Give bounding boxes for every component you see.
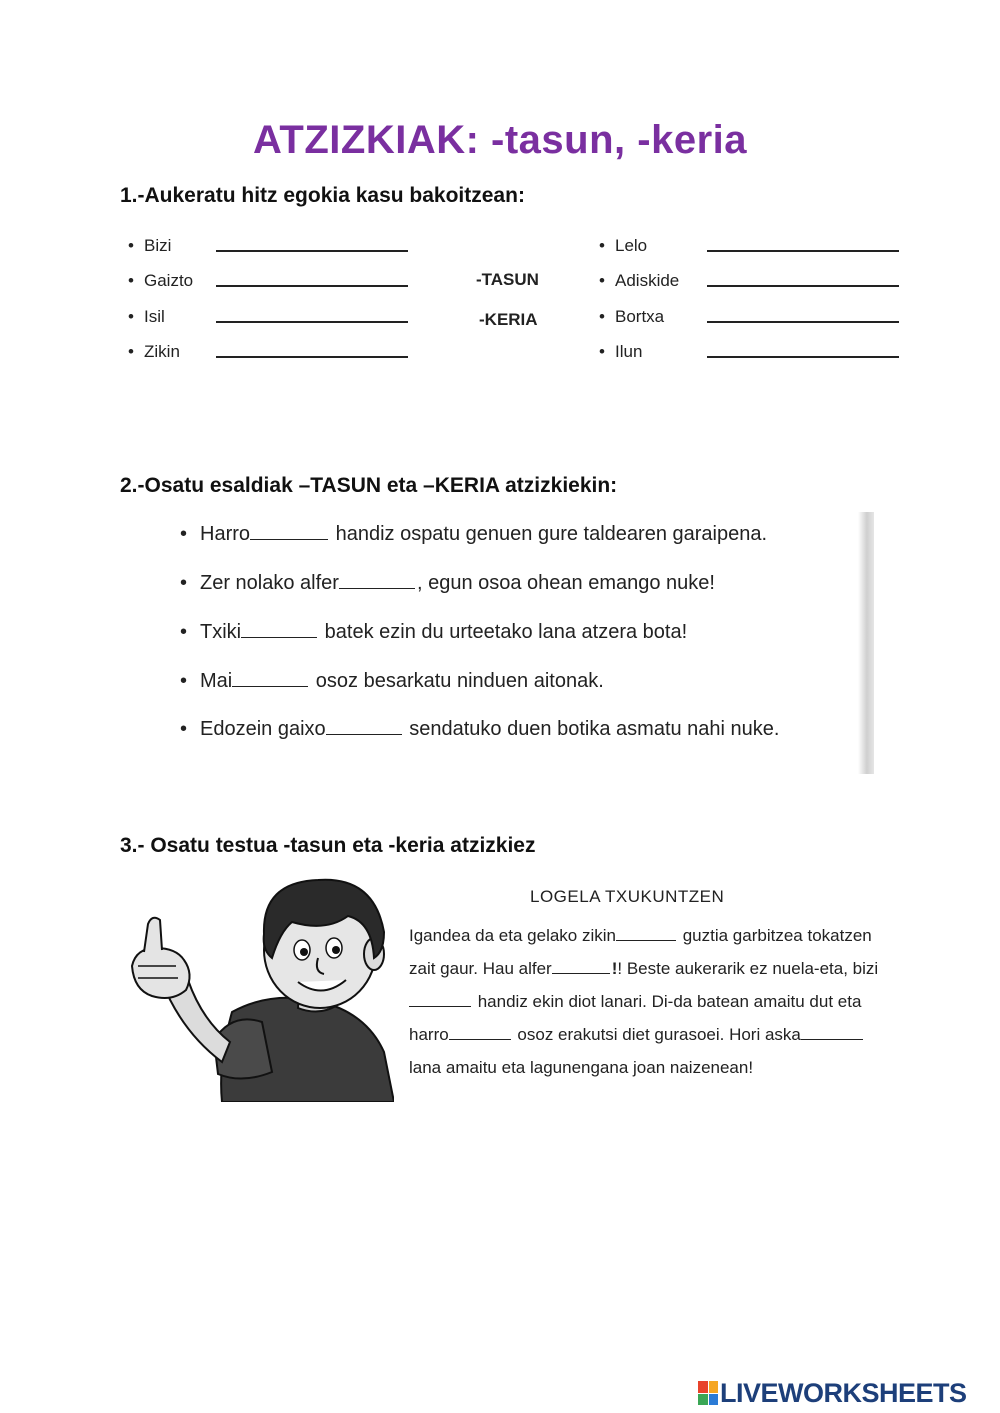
paragraph-line: lana amaitu eta lagunengana joan naizenean! <box>409 1058 754 1077</box>
text-blank[interactable] <box>409 1006 471 1007</box>
word-item-adiskide: • Adiskide <box>599 271 680 290</box>
sentence-item: • Harro handiz ospatu genuen gure taldearen garaipena. <box>180 523 768 545</box>
text-blank[interactable] <box>801 1039 863 1040</box>
sentence-item: • Zer nolako alfer , egun osoa ohean emango nuke! <box>180 572 715 594</box>
text-blank[interactable] <box>616 940 676 941</box>
suffix-keria: -KERIA <box>479 310 538 329</box>
sentence-item: • Edozein gaixo sendatuko duen botika asmatu nahi nuke. <box>180 718 780 740</box>
word-item-gaizto: • Gaizto <box>128 271 194 290</box>
sentence-item: • Mai osoz besarkatu ninduen aitonak. <box>180 670 604 692</box>
sentence-blank[interactable] <box>232 686 308 687</box>
text-title: LOGELA TXUKUNTZEN <box>530 887 725 906</box>
answer-line-lelo[interactable] <box>707 250 899 252</box>
logo-text: LIVEWORKSHEETS <box>720 1377 967 1408</box>
answer-line-bortxa[interactable] <box>707 321 899 323</box>
answer-line-ilun[interactable] <box>707 356 899 358</box>
suffix-tasun: -TASUN <box>476 270 539 289</box>
sentence-item: • Txiki batek ezin du urteetako lana atzera bota! <box>180 621 688 643</box>
page-edge-shadow <box>858 512 874 774</box>
text-blank[interactable] <box>449 1039 511 1040</box>
word-item-ilun: • Ilun <box>599 342 643 361</box>
logo-mark-icon <box>698 1381 718 1405</box>
section3-heading: 3.- Osatu testua -tasun eta -keria atzizkiez <box>120 834 536 857</box>
word-item-bizi: • Bizi <box>128 236 172 255</box>
paragraph-line: handiz ekin diot lanari. Di-da batean amaitu dut eta <box>409 992 861 1012</box>
answer-line-adiskide[interactable] <box>707 285 899 287</box>
sentence-blank[interactable] <box>241 637 317 638</box>
paragraph-line: Igandea da eta gelako zikin guztia garbitzea tokatzen <box>409 926 872 945</box>
paragraph-line: zait gaur. Hau alfer !! Beste aukerarik ez nuela-eta, bizi <box>409 959 879 978</box>
sentence-blank[interactable] <box>339 588 415 589</box>
sentence-blank[interactable] <box>250 539 328 540</box>
paragraph-line: harro osoz erakutsi diet gurasoei. Hori aska <box>409 1025 865 1045</box>
word-item-lelo: • Lelo <box>599 236 648 255</box>
text-blank[interactable] <box>552 973 610 974</box>
word-item-zikin: • Zikin <box>128 342 180 361</box>
answer-line-isil[interactable] <box>216 321 408 323</box>
section1-heading: 1.-Aukeratu hitz egokia kasu bakoitzean: <box>120 184 525 207</box>
section2-heading: 2.-Osatu esaldiak –TASUN eta –KERIA atzizkiekin: <box>120 474 618 497</box>
answer-line-bizi[interactable] <box>216 250 408 252</box>
answer-line-gaizto[interactable] <box>216 285 408 287</box>
answer-line-zikin[interactable] <box>216 356 408 358</box>
liveworksheets-logo <box>698 1378 967 1408</box>
word-item-bortxa: • Bortxa <box>599 307 665 326</box>
sentence-blank[interactable] <box>326 734 402 735</box>
word-item-isil: • Isil <box>128 307 165 326</box>
thumbs-up-boy-illustration <box>122 862 394 1102</box>
worksheet-title: ATZIZKIAK: -tasun, -keria <box>252 118 747 162</box>
